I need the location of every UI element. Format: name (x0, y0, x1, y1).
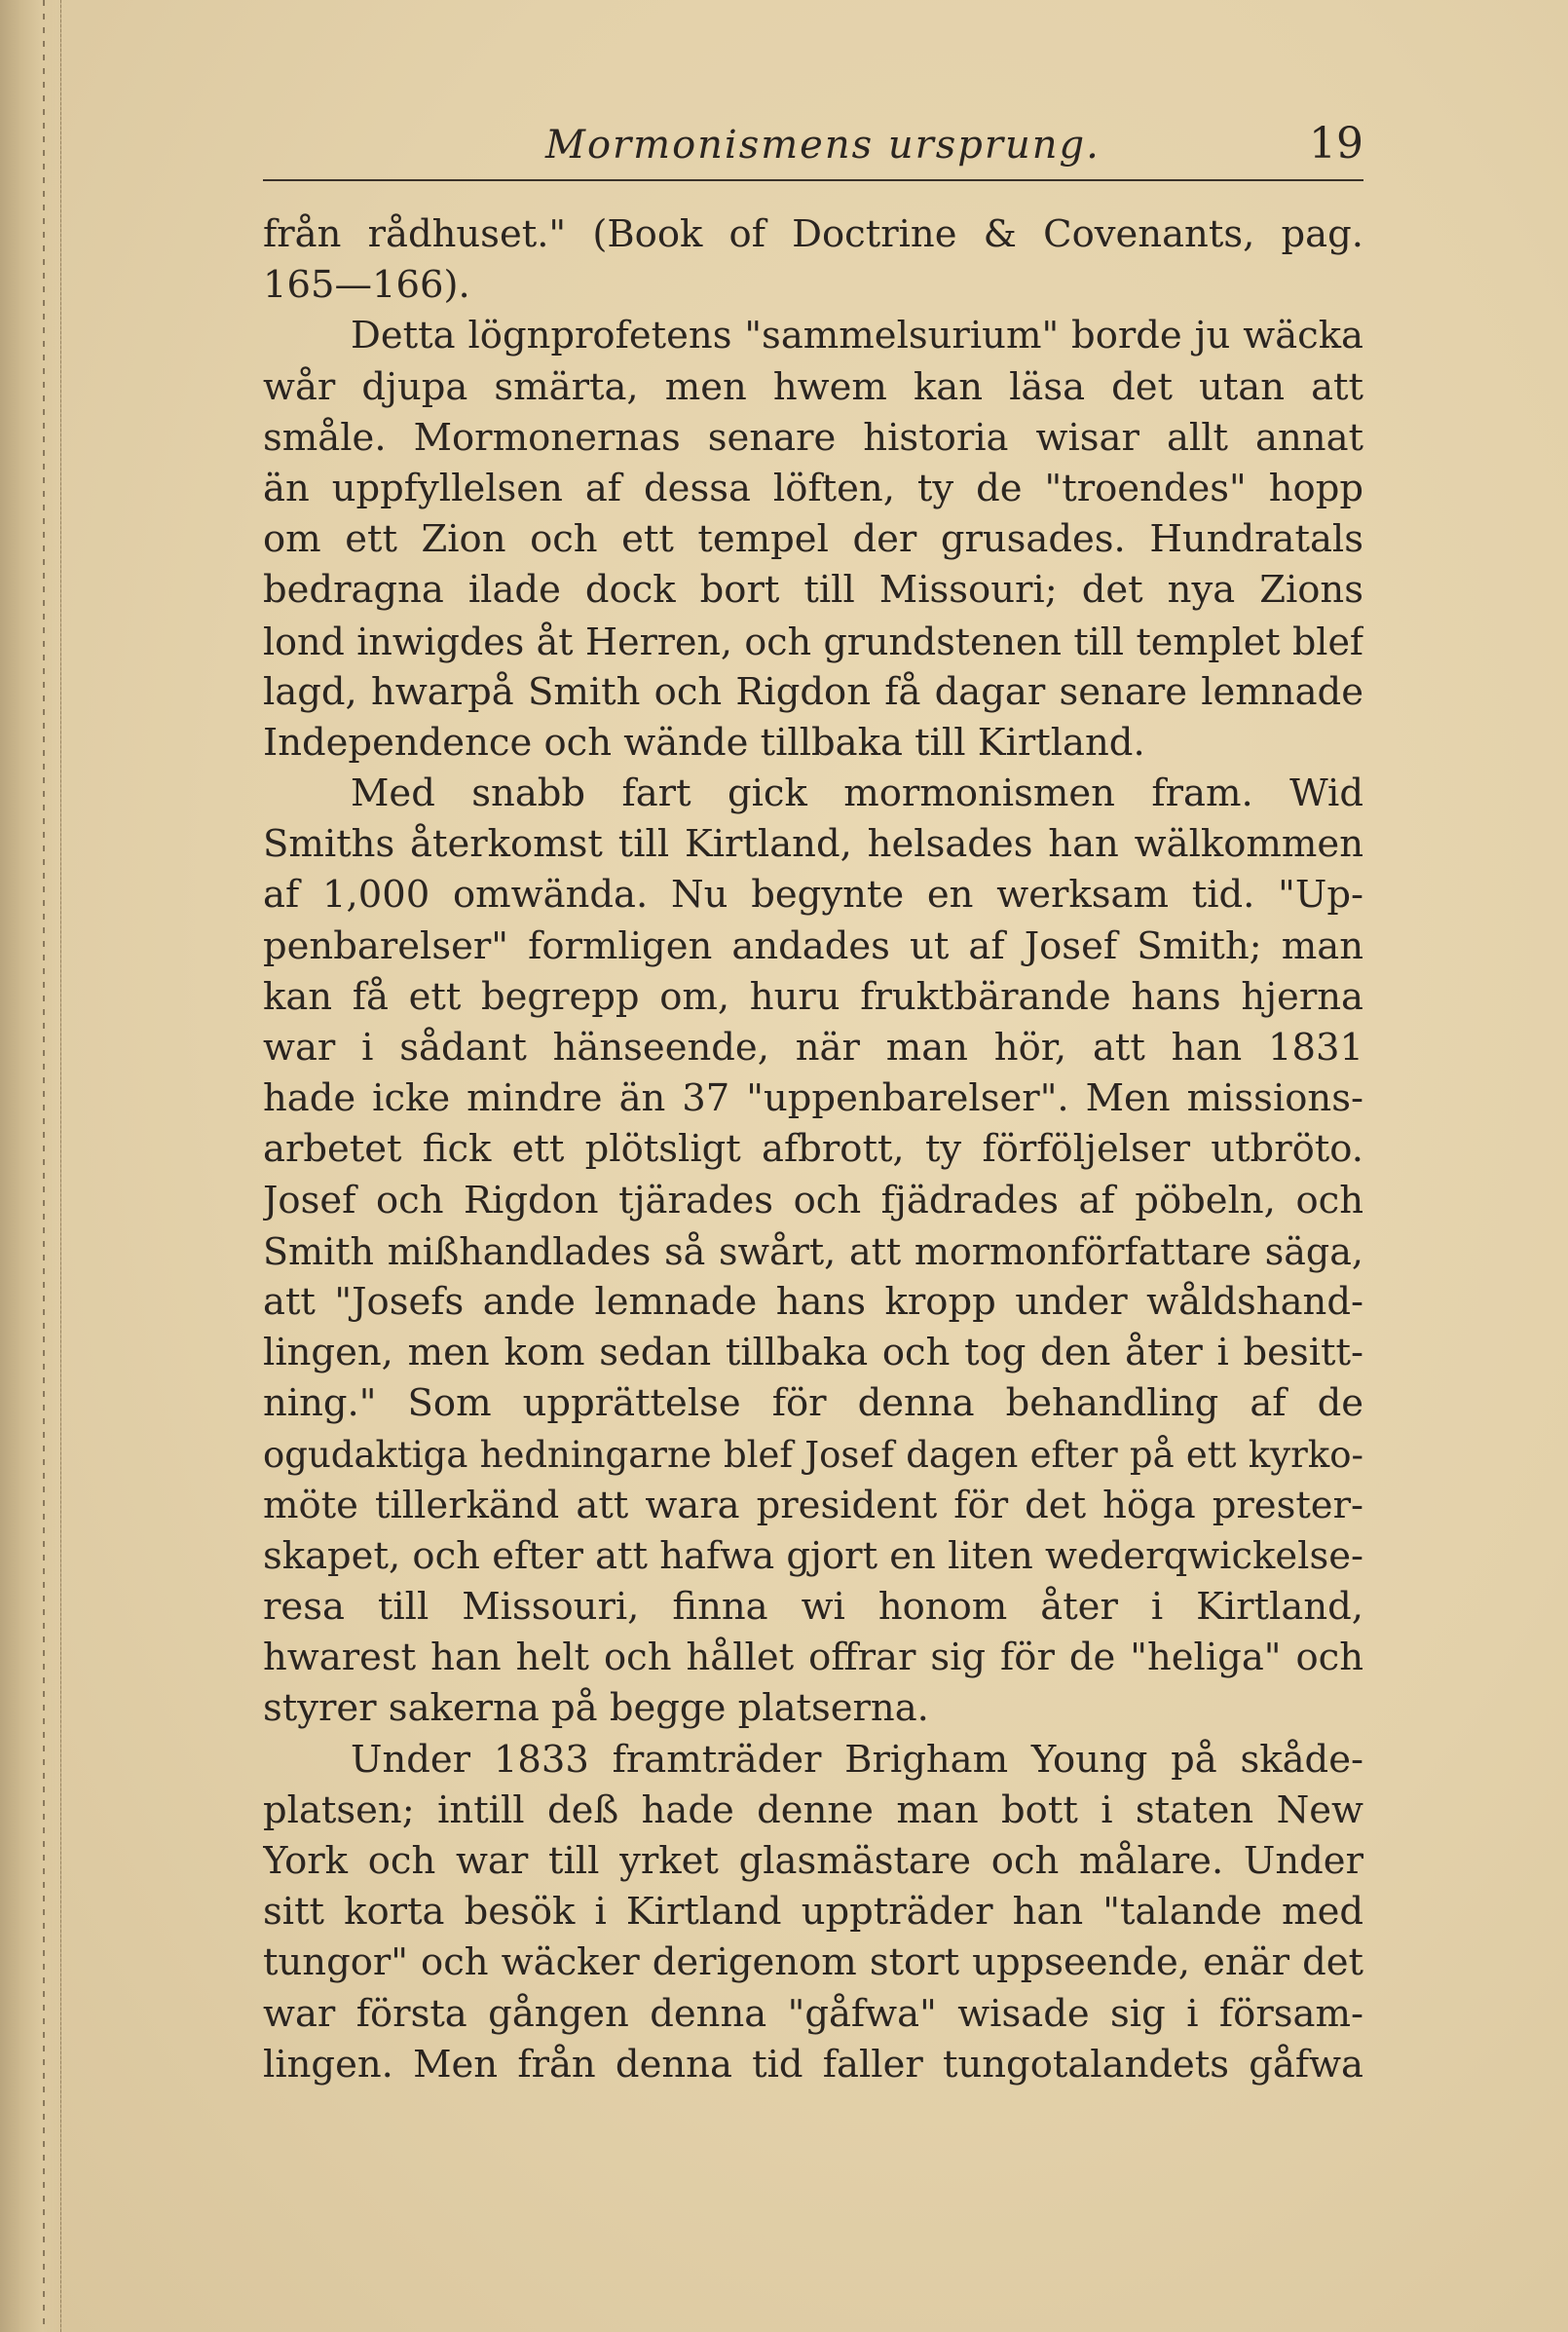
text-line: York och war till yrket glasmästare och målare. Under (263, 1839, 1363, 1883)
text-line: tungor" och wäcker derigenom stort uppseende, enär det (263, 1940, 1363, 1985)
text-line: lond inwigdes åt Herren, och grundstenen till templet blef (263, 620, 1363, 663)
text-line: möte tillerkänd att wara president för det höga prester- (263, 1483, 1363, 1527)
text-line: platsen; intill deß hade denne man bott i staten New (263, 1787, 1363, 1832)
text-line: Josef och Rigdon tjärades och fjädrades af pöbeln, och (263, 1178, 1363, 1222)
page-binding-edge (0, 0, 61, 2332)
text-line: hwarest han helt och hållet offrar sig för de "heliga" och (263, 1636, 1363, 1680)
text-line: från rådhuset." (Book of Doctrine & Covenants, pag. (263, 212, 1363, 256)
text-line: skapet, och efter att hafwa gjort en liten wederqwickelse- (263, 1533, 1363, 1578)
text-line: bedragna ilade dock bort till Missouri; det nya Zions (263, 568, 1363, 613)
text-line: lagd, hwarpå Smith och Rigdon få dagar senare lemnade (263, 669, 1363, 714)
text-line: lingen, men kom sedan tillbaka och tog den åter i besitt- (263, 1331, 1363, 1375)
page-header (263, 115, 1363, 173)
text-line: om ett Zion och ett tempel der grusades. Hundratals (263, 517, 1363, 562)
text-line: lingen. Men från denna tid faller tungotalandets gåfwa (263, 2042, 1363, 2087)
text-line: Smith mißhandlades så swårt, att mormonförfattare säga, (263, 1229, 1363, 1273)
text-line: Under 1833 framträder Brigham Young på skåde- (351, 1737, 1363, 1782)
text-line: war första gången denna "gåfwa" wisade sig i försam- (263, 1991, 1363, 2036)
text-line: Smiths återkomst till Kirtland, helsades han wälkommen (263, 822, 1363, 867)
text-line: 165—166). (263, 263, 470, 308)
page-number: 19 (1309, 119, 1363, 169)
text-line: kan få ett begrepp om, huru fruktbärande hans hjerna (263, 974, 1363, 1019)
text-line: sitt korta besök i Kirtland uppträder han "talande med (263, 1890, 1363, 1935)
text-line: styrer sakerna på begge platserna. (263, 1686, 929, 1731)
text-line: småle. Mormonernas senare historia wisar allt annat (263, 415, 1363, 460)
text-line: ning." Som upprättelse för denna behandling af de (263, 1381, 1363, 1426)
text-line: ogudaktiga hedningarne blef Josef dagen efter på ett kyrko- (263, 1433, 1363, 1476)
text-line: resa till Missouri, finna wi honom åter i Kirtland, (263, 1585, 1363, 1630)
text-line: war i sådant hänseende, när man hör, att han 1831 (263, 1026, 1363, 1070)
running-title: Mormonismens ursprung. (545, 123, 1101, 168)
body-text (263, 209, 1363, 2090)
text-line: af 1,000 omwända. Nu begynte en werksam tid. "Up- (263, 873, 1363, 918)
text-line: wår djupa smärta, men hwem kan läsa det utan att (263, 364, 1363, 409)
header-rule (263, 179, 1363, 181)
text-line: penbarelser" formligen andades ut af Josef Smith; man (263, 923, 1363, 968)
text-line: Med snabb fart gick mormonismen fram. Wid (351, 771, 1363, 816)
text-line: att "Josefs ande lemnade hans kropp under wåldshand- (263, 1279, 1363, 1324)
text-line: än uppfyllelsen af dessa löften, ty de "troendes" hopp (263, 466, 1363, 510)
text-line: Independence och wände tillbaka till Kirtland. (263, 720, 1145, 765)
text-line: arbetet fick ett plötsligt afbrott, ty förföljelser utbröto. (263, 1127, 1363, 1172)
text-line: hade icke mindre än 37 "uppenbarelser". Men missions- (263, 1076, 1363, 1121)
text-line: Detta lögnprofetens "sammelsurium" borde ju wäcka (351, 314, 1363, 358)
